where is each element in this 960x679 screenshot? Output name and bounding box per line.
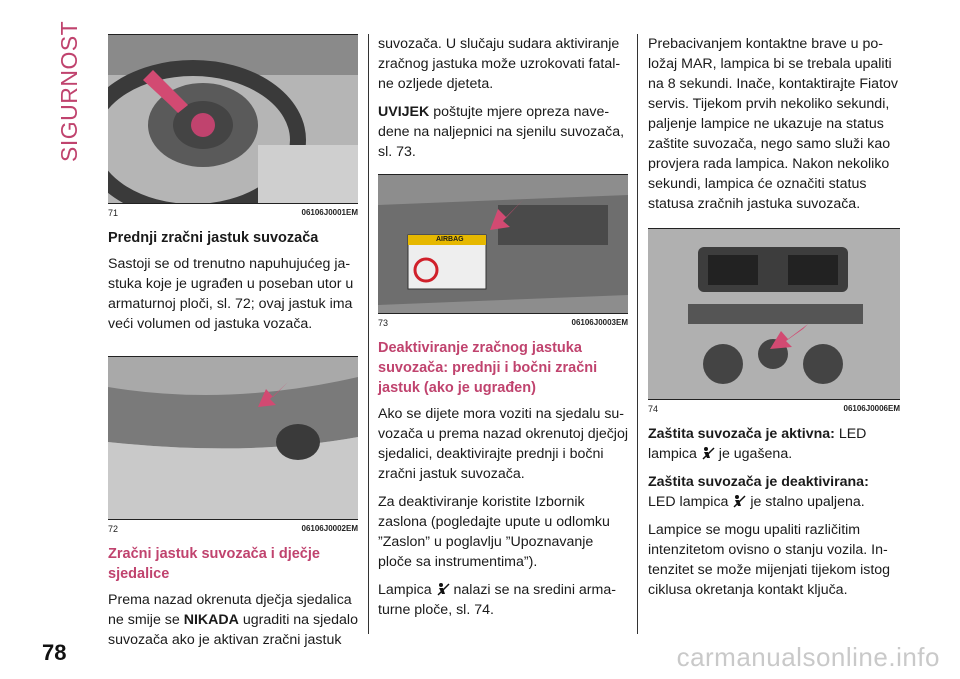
figure-number: 74	[648, 404, 659, 414]
heading-deactivation: Deaktiviranje zračnog jastuka suvozača: prednji i bočni zračni jastuk (ako je ugrađen)	[378, 340, 598, 396]
figure-number: 73	[378, 318, 389, 328]
figure-number: 71	[108, 208, 119, 218]
paragraph-warning: UVIJEK poštujte mjere opreza nave-dene na naljepnici na sjenilu suvozača, sl. 73.	[378, 104, 625, 160]
heading-child-seats: Zračni jastuk suvozača i dječje sjedalice	[108, 546, 320, 582]
figure-73-sun-visor	[378, 174, 628, 314]
figure-72-caption	[108, 524, 358, 534]
paragraph-child-seats: Prema nazad okrenuta dječja sjedalica ne smije se NIKADA ugraditi na sjedalo suvozača ako je aktivan zračni jastuk	[108, 592, 358, 648]
paragraph-continued: suvozača. U slučaju sudara aktiviranje zračnog jastuka može uzrokovati fatal-ne ozljede djeteta.	[378, 36, 621, 92]
airbag-off-icon	[436, 582, 450, 596]
figure-74-caption	[648, 404, 900, 414]
airbag-off-icon	[732, 494, 746, 508]
paragraph-deactivation-1: Ako se dijete mora voziti na sjedalu su-vozača u prema nazad okrenutoj dječjoj sjedalici, deaktivirajte prednji i bočni zračni jastuk suvozača.	[378, 406, 629, 482]
paragraph-mar: Prebacivanjem kontaktne brave u po-ložaj MAR, lampica bi se trebala upaliti na 8 sekundi. Inače, kontaktirajte Fiatov servis. Tijekom prvih nekoliko sekundi, paljenje lampice ne ukazuje na status zaštite suvozača, nego samo služi kao provjera rada lampica. Nakon nekoliko sekundi, lampica će označiti status statusa zračnih jastuka suvozača.	[648, 36, 898, 212]
column-divider	[368, 34, 369, 634]
figure-72-dashboard	[108, 356, 358, 520]
column-divider	[637, 34, 638, 634]
paragraph-deactivation-2: Za deaktiviranje koristite Izbornik zaslona (pogledajte upute u odlomku ”Zaslon” u poglavlju ”Upoznavanje ploče sa instrumentima”).	[378, 494, 610, 570]
figure-number: 72	[108, 524, 119, 534]
airbag-label: AIRBAG	[436, 236, 464, 243]
column-1	[108, 34, 358, 658]
heading-front-airbag: Prednji zračni jastuk suvozača	[108, 230, 319, 246]
figure-73-caption	[378, 318, 628, 328]
column-3	[648, 34, 900, 608]
paragraph-lamp-location: Lampica nalazi se na sredini arma-turne ploče, sl. 74.	[378, 582, 616, 618]
figure-71-caption	[108, 208, 358, 218]
figure-code: 06106J0002EM	[301, 524, 358, 533]
column-2	[378, 34, 628, 628]
paragraph-lamp-intensity: Lampice se mogu upaliti različitim intenzitetom ovisno o stanju vozila. In-tenzitet se može mijenjati tijekom istog ciklusa okretanja kontakt ključa.	[648, 522, 891, 598]
page-number: 78	[42, 640, 67, 665]
figure-71-steering-wheel	[108, 34, 358, 204]
paragraph-protection-deactivated: Zaštita suvozača je deaktivirana: LED lampica je stalno upaljena.	[648, 474, 869, 510]
figure-code: 06106J0001EM	[301, 208, 358, 217]
section-tab	[56, 20, 82, 162]
airbag-off-icon	[701, 446, 715, 460]
figure-74-center-console	[648, 228, 900, 400]
paragraph-protection-active: Zaštita suvozača je aktivna: LED lampica je ugašena.	[648, 426, 867, 462]
figure-code: 06106J0003EM	[571, 318, 628, 327]
paragraph-front-airbag: Sastoji se od trenutno napuhujućeg ja-stuka koje je ugrađen u poseban utor u armaturnoj ploči, sl. 72; ovaj jastuk ima veći volumen od jastuka vozača.	[108, 256, 354, 332]
section-tab-label: SIGURNOST	[56, 20, 82, 162]
watermark: carmanualsonline.info	[676, 642, 940, 672]
figure-code: 06106J0006EM	[843, 404, 900, 413]
